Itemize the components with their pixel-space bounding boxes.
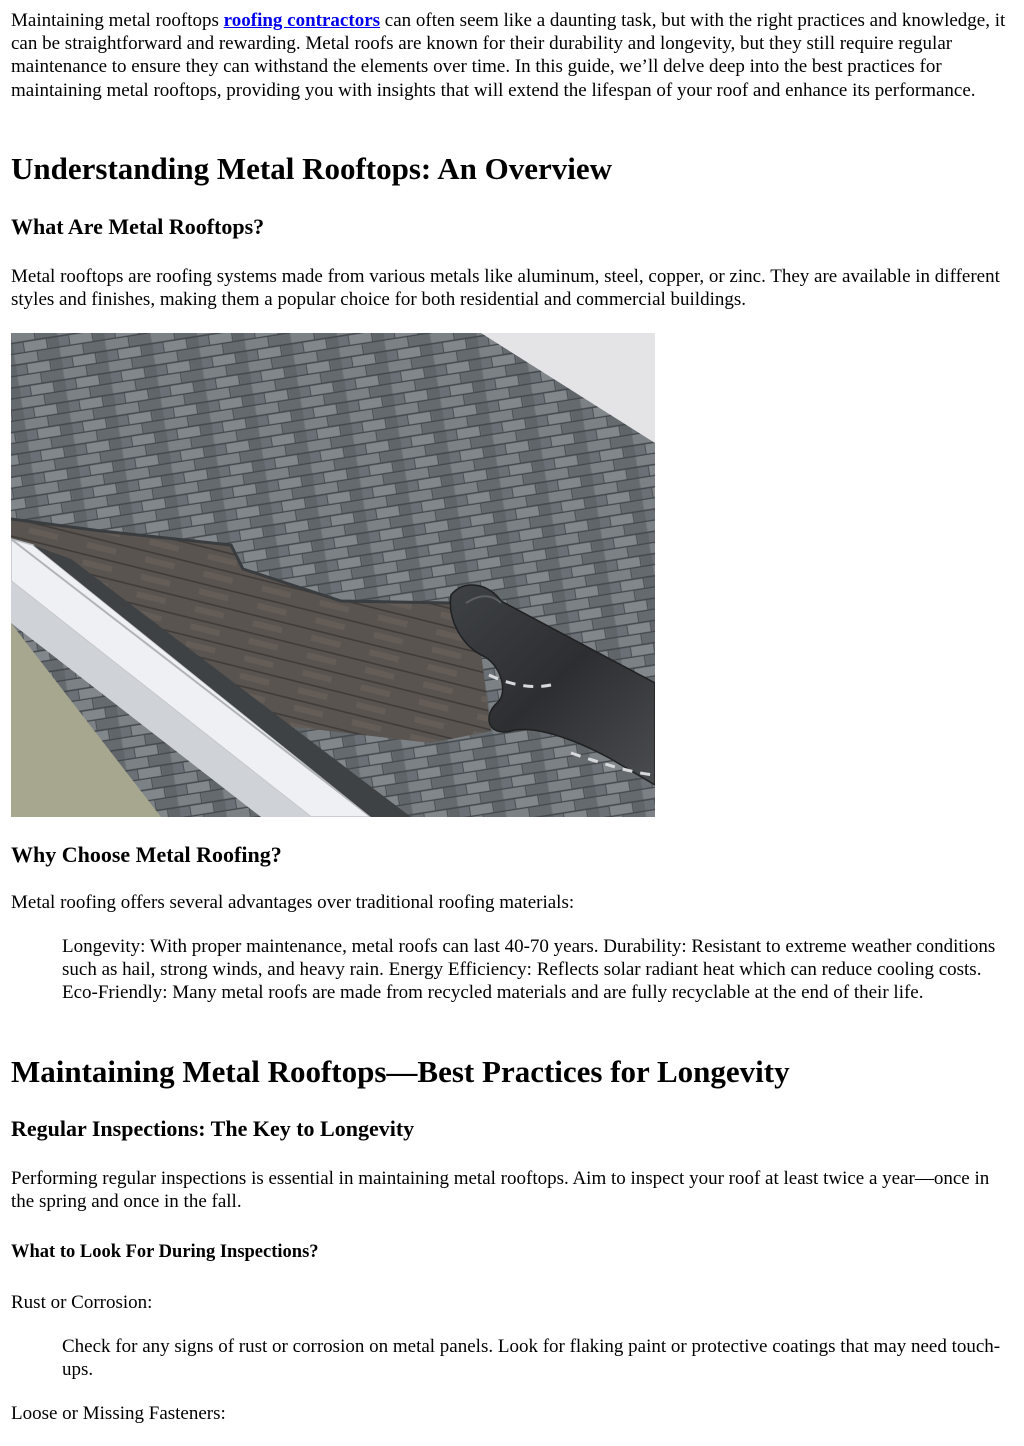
paragraph-rust-or-corrosion: Check for any signs of rust or corrosion on metal panels. Look for flaking paint or protective coatings that may need touch-ups. [62,1336,1001,1381]
intro-paragraph [11,9,1014,102]
heading-what-are-metal-rooftops: What Are Metal Rooftops? [11,214,265,239]
heading-why-choose-metal-roofing: Why Choose Metal Roofing? [11,842,282,867]
heading-understanding-metal-rooftops: Understanding Metal Rooftops: An Overview [11,151,613,186]
heading-maintaining-metal-rooftops: Maintaining Metal Rooftops—Best Practices for Longevity [11,1054,790,1089]
intro-text-after-link: can often seem like a daunting task, but with the right practices and knowledge, it can be straightforward and rewarding. Metal roofs are known for their durability and longevity, but they still require regular maintenance to ensure they can withstand the elements over time. In this guide, we’ll delve deep into the best practices for maintaining metal rooftops, providing you with insights that will extend the lifespan of your roof and enhance its performance. [11,10,1006,101]
paragraph-regular-inspections: Performing regular inspections is essential in maintaining metal rooftops. Aim to inspect your roof at least twice a year—once in the spring and once in the fall. [11,1168,990,1213]
roof-shingles-photo [11,333,655,817]
list-advantages: Longevity: With proper maintenance, metal roofs can last 40-70 years. Durability: Resistant to extreme weather conditions such as hail, strong winds, and heavy rain. Energy Efficiency: Reflects solar radiant heat which can reduce cooling costs. Eco-Friendly: Many metal roofs are made from recycled materials and are fully recyclable at the end of their life. [62,936,996,1004]
paragraph-why-choose-metal-roofing: Metal roofing offers several advantages over traditional roofing materials: [11,892,575,913]
label-rust-or-corrosion: Rust or Corrosion: [11,1292,153,1313]
paragraph-what-are-metal-rooftops: Metal rooftops are roofing systems made from various metals like aluminum, steel, copper, or zinc. They are available in different styles and finishes, making them a popular choice for both residential and commercial buildings. [11,266,1000,311]
heading-regular-inspections: Regular Inspections: The Key to Longevity [11,1116,415,1141]
roofing-contractors-link[interactable]: roofing contractors [223,10,381,31]
heading-what-to-look-for: What to Look For During Inspections? [11,1242,319,1262]
intro-text-before-link: Maintaining metal rooftops [11,10,224,31]
label-loose-or-missing-fasteners: Loose or Missing Fasteners: [11,1403,226,1424]
